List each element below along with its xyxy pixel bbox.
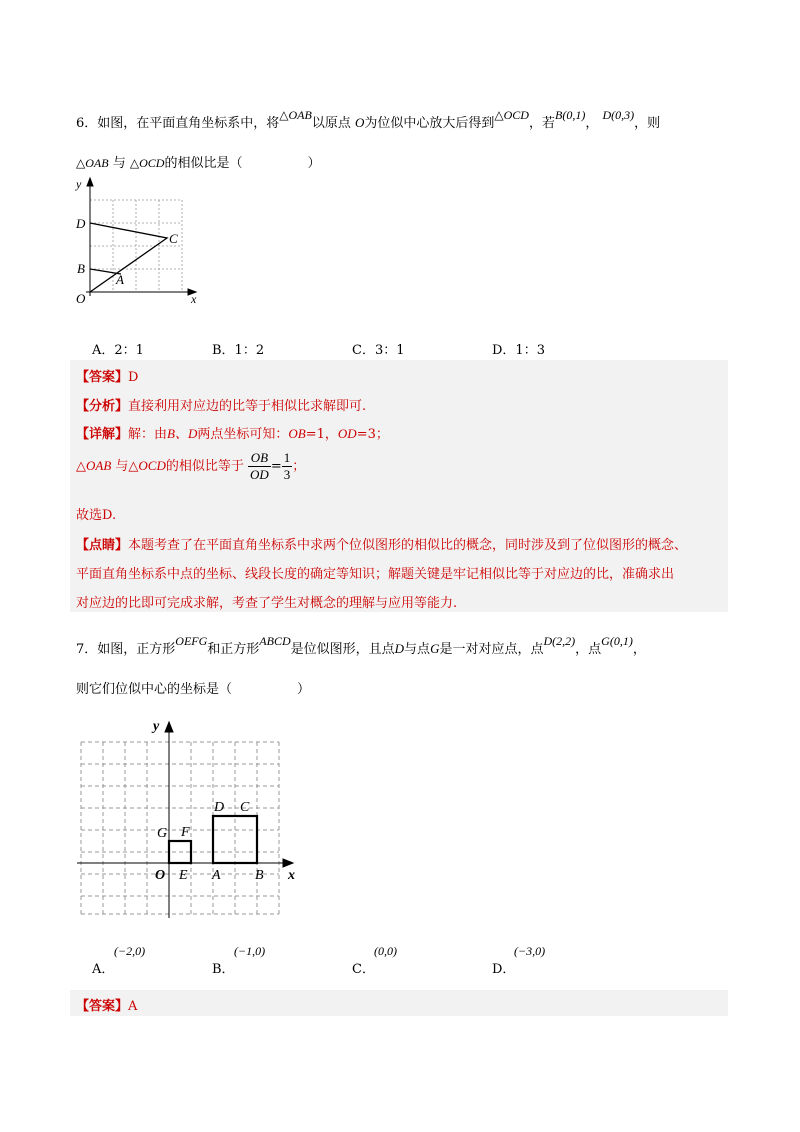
fraction-numerator: OB <box>248 450 271 467</box>
detail-text: =3； <box>356 427 389 442</box>
q6-label-c: C <box>169 231 178 246</box>
square-oefg: OEFG <box>175 634 208 648</box>
q6-text: 以原点 <box>311 116 351 131</box>
comment-text: 本题考查了在平面直角坐标系中求两个位似图形的相似比的概念，同时涉及到了位似图形的概念、 <box>128 538 688 553</box>
fraction-denominator: 3 <box>283 467 291 482</box>
q7-text: 和正方形 <box>207 642 260 657</box>
q7-label-c: C <box>240 800 250 815</box>
q6-detail <box>76 423 389 442</box>
ratio-text: 的相似比等于 <box>165 459 244 474</box>
q7-axes <box>77 722 293 918</box>
option-letter: C． <box>352 962 375 977</box>
detail-text: OD <box>337 426 357 441</box>
triangle-ocd: △OCD <box>494 108 529 122</box>
ratio-text: OCD <box>138 458 166 473</box>
analysis-text: 直接利用对应边的比等于相似比求解即可. <box>128 399 367 414</box>
fraction-numerator: 1 <box>283 450 291 465</box>
q6-option-b[interactable]: B．1：2 <box>212 343 265 358</box>
q7-label-y: y <box>153 719 160 734</box>
analysis-tag: 【分析】 <box>76 399 129 414</box>
q7-label-x: x <box>288 868 295 883</box>
q6-text: 为位似中心放大后得到 <box>364 116 495 131</box>
q6-comment-line3: 对应边的比即可完成求解，考查了学生对概念的理解与应用等能力. <box>76 596 458 611</box>
fraction-denominator: OD <box>250 467 269 482</box>
point-g: G <box>430 641 440 656</box>
q7-stem-line2: 则它们位似中心的坐标是（ ） <box>76 682 311 697</box>
q7-label-b: B <box>255 868 264 883</box>
q7-text: 是位似图形，且点 <box>290 642 395 657</box>
option-letter: B． <box>212 962 235 977</box>
ratio-text: △ <box>76 459 86 474</box>
q7-text: ， <box>632 642 646 657</box>
answer-tag: 【答案】 <box>76 999 129 1014</box>
answer-value: D <box>128 370 139 385</box>
q7-option-a[interactable] <box>92 944 202 976</box>
point-d: D <box>394 641 405 656</box>
fraction-ob-od <box>248 450 271 483</box>
detail-text: OB <box>288 426 306 441</box>
q7-label-f: F <box>181 825 190 840</box>
q6-text: 6．如图，在平面直角坐标系中，将 <box>76 116 280 131</box>
option-value: (−2,0) <box>114 944 146 958</box>
q7-label-e: E <box>179 868 188 883</box>
q7-text: 是一对对应点，点 <box>439 642 544 657</box>
answer-value: A <box>128 999 138 1014</box>
option-letter: A． <box>92 962 115 977</box>
q6-axes <box>86 178 196 296</box>
q7-solution-box <box>70 990 728 1016</box>
detail-text: 解：由 <box>128 427 168 442</box>
point-g-coord: G(0,1) <box>601 634 633 648</box>
q6-triangles <box>90 223 167 292</box>
q6-stem-line1 <box>76 108 661 131</box>
triangle-oab: △OAB <box>76 156 109 170</box>
option-letter: D． <box>492 962 516 977</box>
q7-answer <box>76 995 137 1014</box>
q6-label-a: A <box>116 272 124 287</box>
q6-analysis <box>76 395 366 414</box>
equals-sign: = <box>270 459 282 474</box>
triangle-oab: △OAB <box>279 108 312 122</box>
q6-text: 的相似比是（ ） <box>164 156 321 171</box>
ratio-text: OAB <box>86 458 112 473</box>
triangle-ocd: △OCD <box>129 156 165 170</box>
q6-label-x: x <box>191 292 197 306</box>
q6-text: ，则 <box>634 116 661 131</box>
q6-choose: 故选D. <box>76 508 117 523</box>
q7-option-b[interactable] <box>212 944 322 976</box>
q6-text: ，若 <box>528 116 555 131</box>
q7-label-d: D <box>214 800 225 815</box>
option-value: (−1,0) <box>234 944 266 958</box>
comment-tag: 【点睛】 <box>76 538 129 553</box>
q6-option-d[interactable]: D．1：3 <box>492 343 545 358</box>
q6-text: 与 <box>112 156 126 171</box>
q6-label-y: y <box>76 177 82 191</box>
q7-option-d[interactable] <box>492 944 602 976</box>
q7-option-c[interactable] <box>352 944 462 976</box>
q7-label-o: O <box>155 868 166 883</box>
q7-stem-line1 <box>76 634 646 657</box>
q6-answer <box>76 366 138 385</box>
q6-comment-line1 <box>76 534 687 553</box>
q6-option-c[interactable]: C．3：1 <box>352 343 405 358</box>
q6-label-o: O <box>76 291 86 306</box>
q6-figure <box>70 172 210 307</box>
detail-tag: 【详解】 <box>76 427 129 442</box>
q6-comment-line2: 平面直角坐标系中点的坐标、线段长度的确定等知识；解题关键是牢记相似比等于对应边的比，准确求出 <box>76 567 675 582</box>
origin-o: O <box>355 115 365 130</box>
q7-label-g: G <box>157 826 168 841</box>
point-d-coord: D(0,3) <box>602 108 635 122</box>
detail-text: =1， <box>305 427 338 442</box>
ratio-text: 与△ <box>115 459 139 474</box>
q6-grid <box>90 200 182 292</box>
q7-text: 与点 <box>404 642 431 657</box>
q6-option-a[interactable]: A．2：1 <box>92 343 144 358</box>
q7-grid <box>81 742 279 914</box>
ratio-text: ； <box>292 459 306 474</box>
answer-tag: 【答案】 <box>76 370 129 385</box>
q6-text: ， <box>585 116 599 131</box>
option-value: (−3,0) <box>514 944 546 958</box>
q7-figure <box>75 712 315 922</box>
square-abcd: ABCD <box>259 634 291 648</box>
fraction-one-third <box>282 450 293 483</box>
q7-text: 7．如图，正方形 <box>76 642 176 657</box>
q7-text: ，点 <box>575 642 602 657</box>
q7-label-a: A <box>212 868 221 883</box>
point-d-coord: D(2,2) <box>543 634 576 648</box>
point-b-coord: B(0,1) <box>555 108 586 122</box>
detail-text: 两点坐标可知： <box>197 427 289 442</box>
q6-label-d: D <box>76 216 86 231</box>
detail-text: B、D <box>167 426 198 441</box>
option-value: (0,0) <box>374 944 397 958</box>
q6-ratio <box>76 450 305 483</box>
q6-stem-line2 <box>76 152 320 171</box>
q6-label-b: B <box>77 261 85 276</box>
